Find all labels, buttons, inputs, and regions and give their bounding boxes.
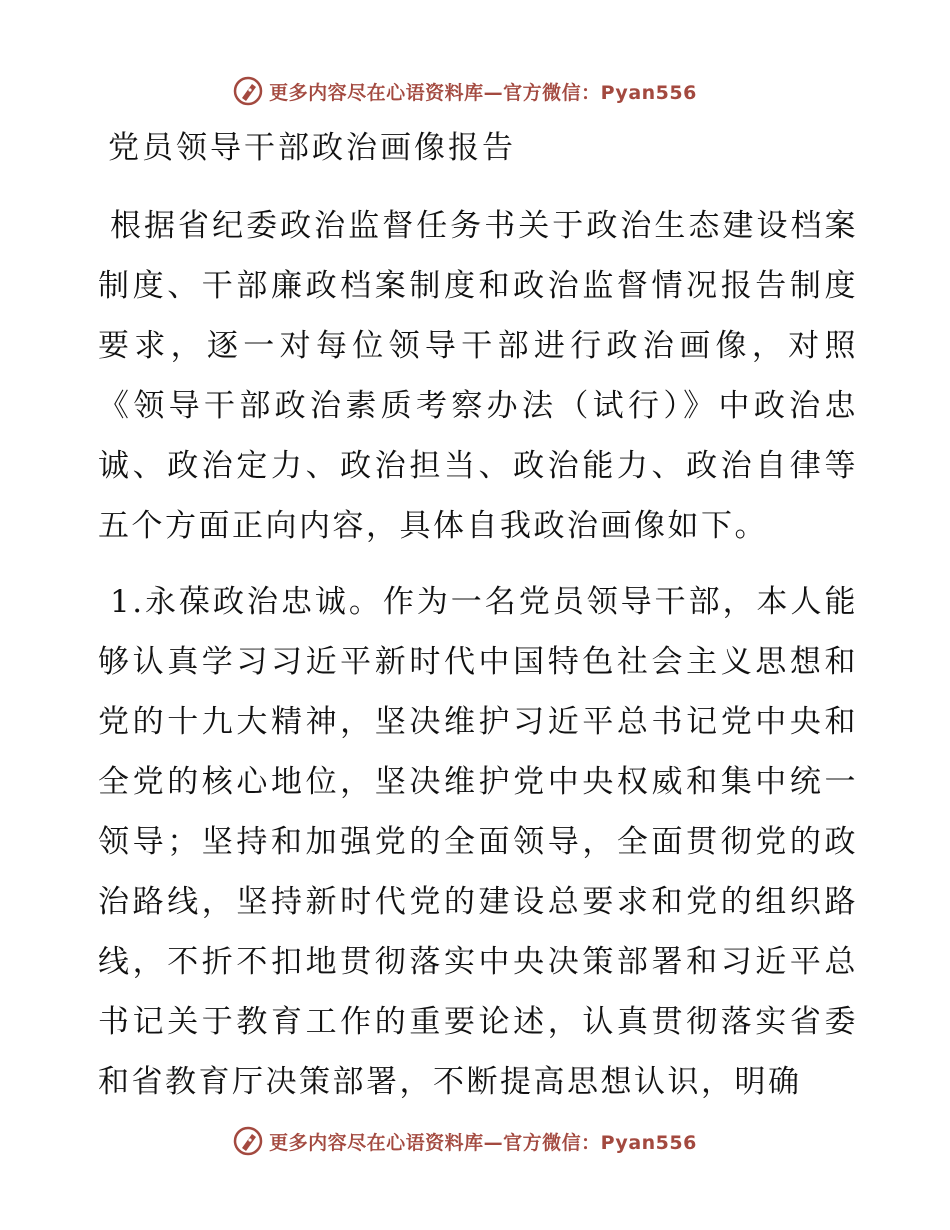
paragraph-intro: 根据省纪委政治监督任务书关于政治生态建设档案制度、干部廉政档案制度和政治监督情况报告制度要求，逐一对每位领导干部进行政治画像，对照《领导干部政治素质考察办法（试行）》中政治忠诚、政治定力、政治担当、政治能力、政治自律等五个方面正向内容，具体自我政治画像如下。 (98, 208, 858, 544)
paragraph-political-loyalty: 1.永葆政治忠诚。作为一名党员领导干部，本人能够认真学习习近平新时代中国特色社会主义思想和党的十九大精神，坚决维护习近平总书记党中央和全党的核心地位，坚决维护党中央权威和集中统一领导；坚持和加强党的全面领导，全面贯彻党的政治路线，坚持新时代党的建设总要求和党的组织路线，不折不扣地贯彻落实中央决策部署和习近平总书记关于教育工作的重要论述，认真贯彻落实省委和省教育厅决策部署，不断提高思想认识，明确 (98, 584, 858, 1100)
document-title: 党员领导干部政治画像报告 (108, 130, 516, 166)
pen-nib-logo-icon (233, 76, 263, 106)
watermark-text: 更多内容尽在心语资料库—官方微信：Pyan556 (269, 81, 697, 104)
watermark-text: 更多内容尽在心语资料库—官方微信：Pyan556 (269, 1131, 697, 1154)
pen-nib-logo-icon (233, 1126, 263, 1156)
watermark-footer (0, 1121, 950, 1161)
watermark-header (0, 71, 950, 111)
document-body (98, 122, 858, 1128)
